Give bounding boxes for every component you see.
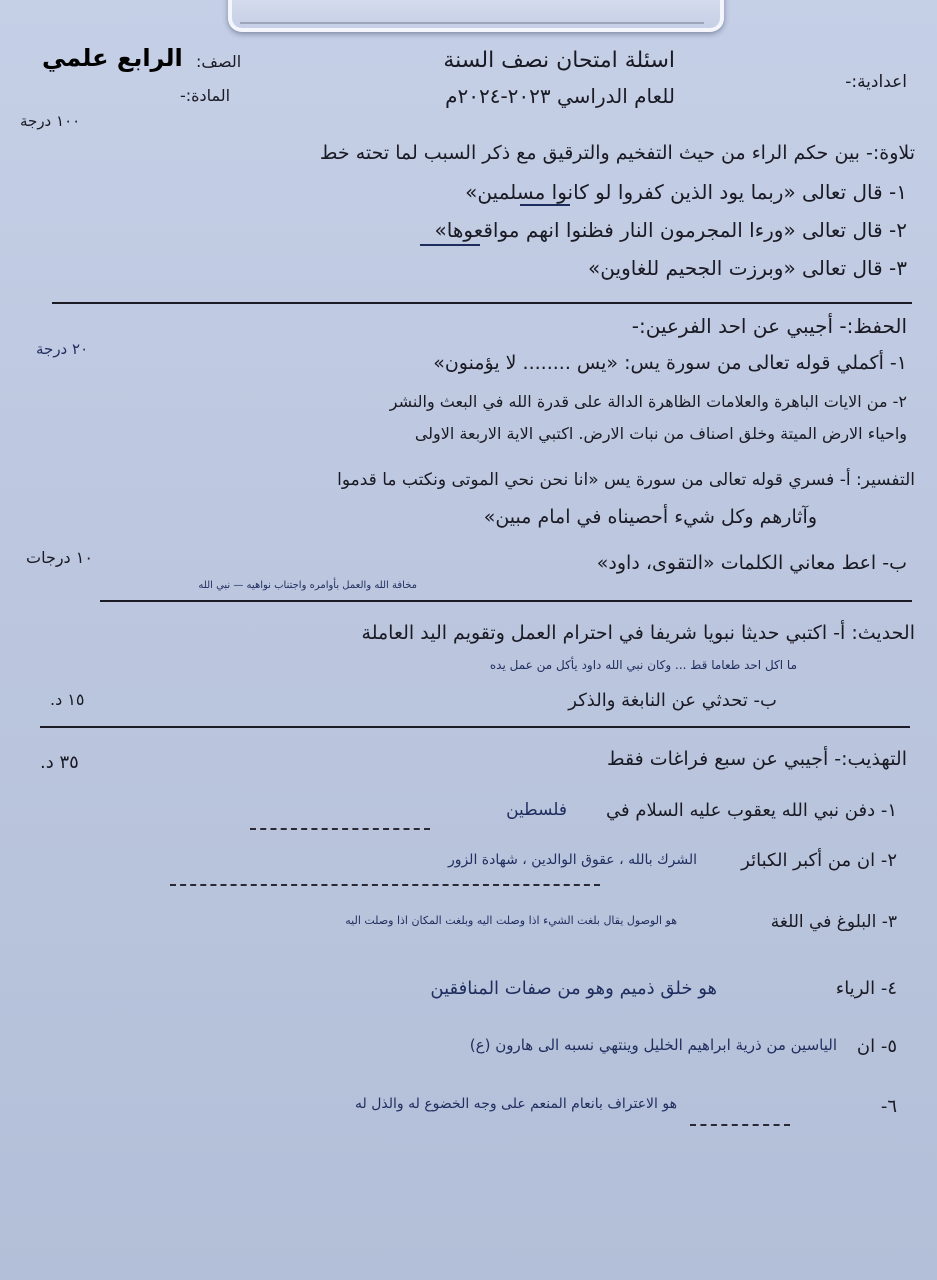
exam-title: اسئلة امتحان نصف السنة: [443, 48, 675, 73]
ethics-item-3-question: ٣- البلوغ في اللغة: [770, 912, 897, 932]
ethics-marks: ٣٥ د.: [40, 752, 79, 773]
ethics-item-2-question: ٢- ان من أكبر الكبائر: [741, 850, 897, 871]
section-divider: [52, 302, 912, 304]
grade-label: الصف:: [196, 52, 242, 71]
section-divider: [100, 600, 912, 602]
memorization-q1: ١- أكملي قوله تعالى من سورة يس: «يس ........ لا يؤمنون»: [433, 352, 907, 374]
ethics-item-6-answer: هو الاعتراف بانعام المنعم على وجه الخضوع له والذل له: [354, 1096, 677, 1112]
hadith-q-b: ب- تحدثي عن النابغة والذكر: [568, 690, 777, 711]
ethics-heading: التهذيب:- أجيبي عن سبع فراغات فقط: [606, 748, 907, 770]
tafsir-q-b: ب- اعط معاني الكلمات «التقوى، داود»: [596, 552, 907, 574]
ethics-item-2-answer: الشرك بالله ، عقوق الوالدين ، شهادة الزور: [447, 852, 697, 868]
answer-blank: [170, 884, 600, 886]
memorization-heading: الحفظ:- أجيبي عن احد الفرعين:-: [631, 314, 907, 338]
grade-badge: الرابع علمي: [42, 44, 183, 72]
ethics-item-6-question: ٦-: [880, 1096, 897, 1117]
tafsir-q-b-note: مخافة الله والعمل بأوامره واجتناب نواهيه — نبي الله: [198, 580, 417, 591]
total-marks: ١٠٠ درجة: [20, 112, 81, 130]
hadith-marks: ١٥ د.: [50, 690, 85, 709]
recitation-q3: ٣- قال تعالى «وبرزت الجحيم للغاوين»: [588, 256, 907, 280]
clipboard-clip: [228, 0, 724, 32]
recitation-q1: ١- قال تعالى «ربما يود الذين كفروا لو كانوا مسلمين»: [465, 180, 907, 204]
ethics-item-1-answer: فلسطين: [506, 800, 567, 820]
tafsir-q-a-line1: التفسير: أ- فسري قوله تعالى من سورة يس «انا نحن نحي الموتى ونكتب ما قدموا: [337, 470, 915, 490]
memorization-marks: ٢٠ درجة: [36, 340, 89, 358]
ethics-item-5-question: ٥- ان: [856, 1036, 897, 1057]
section-divider: [40, 726, 910, 728]
recitation-heading: تلاوة:- بين حكم الراء من حيث التفخيم والترقيق مع ذكر السبب لما تحته خط: [319, 142, 915, 164]
exam-year: للعام الدراسي ٢٠٢٣-٢٠٢٤م: [445, 84, 675, 108]
memorization-q2-line1: ٢- من الايات الباهرة والعلامات الظاهرة الدالة على قدرة الله في البعث والنشر: [389, 392, 907, 411]
underline-mark: [520, 204, 570, 206]
answer-blank: [690, 1124, 790, 1126]
subject-label: المادة:-: [180, 86, 231, 105]
ethics-item-4-answer: هو خلق ذميم وهو من صفات المنافقين: [430, 978, 717, 999]
answer-blank: [250, 828, 430, 830]
memorization-q2-line2: واحياء الارض الميتة وخلق اصناف من نبات الارض. اكتبي الاية الاربعة الاولى: [414, 424, 907, 443]
hadith-note: ما اكل احد طعاما قط ... وكان نبي الله داود يأكل من عمل يده: [489, 658, 797, 672]
ethics-item-5-answer: الياسين من ذرية ابراهيم الخليل وينتهي نسبه الى هارون (ع): [469, 1036, 837, 1054]
ethics-item-1-question: ١- دفن نبي الله يعقوب عليه السلام في: [606, 800, 897, 821]
tafsir-q-a-line2: وآثارهم وكل شيء أحصيناه في امام مبين»: [483, 506, 817, 528]
underline-mark: [420, 244, 480, 246]
tafsir-marks: ١٠ درجات: [26, 548, 93, 567]
recitation-q2: ٢- قال تعالى «ورءا المجرمون النار فظنوا انهم مواقعوها»: [434, 218, 907, 242]
ethics-item-3-answer: هو الوصول يقال بلغت الشيء اذا وصلت اليه وبلغت المكان اذا وصلت اليه: [345, 914, 677, 927]
ethics-item-4-question: ٤- الرياء: [835, 978, 897, 999]
hadith-q-a: الحديث: أ- اكتبي حديثا نبويا شريفا في احترام العمل وتقويم اليد العاملة: [361, 622, 915, 644]
school-label: اعدادية:-: [845, 72, 907, 92]
